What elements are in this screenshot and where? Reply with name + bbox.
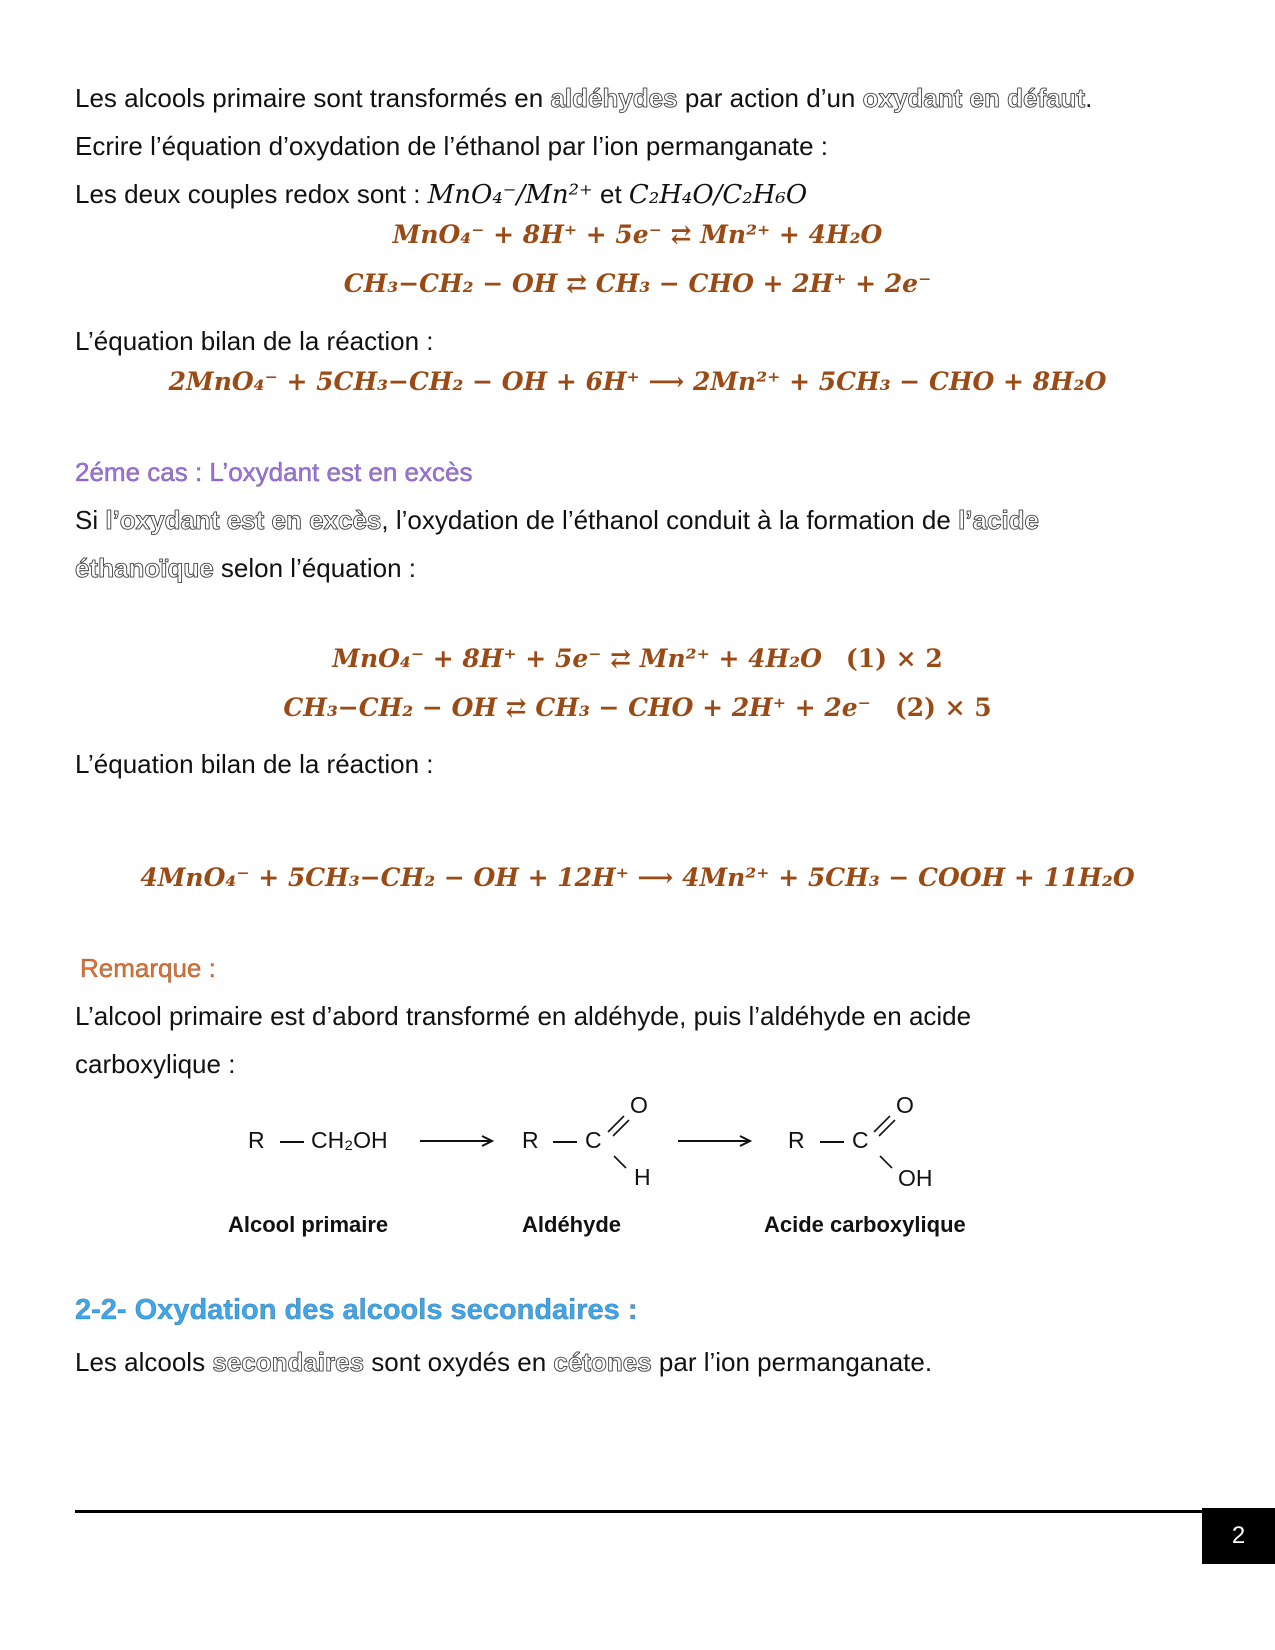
intro-text-a: Les alcools primaire sont transformés en: [75, 83, 551, 113]
case2-text-f: selon l’équation :: [213, 553, 417, 583]
scheme-o3: O: [896, 1092, 914, 1118]
section-heading-2-2: 2-2- Oxydation des alcools secondaires :: [75, 1294, 638, 1326]
final-text-a: Les alcools: [75, 1347, 213, 1377]
footer-rule: [75, 1510, 1205, 1513]
bilan-label-1: L’équation bilan de la réaction :: [75, 326, 434, 356]
remarque-line2: carboxylique :: [75, 1049, 236, 1079]
label-aldehyde: Aldéhyde: [522, 1212, 622, 1237]
scheme-r2: R: [522, 1127, 539, 1153]
bond-r2: [553, 1141, 577, 1143]
keyword-secondaires: secondaires: [212, 1347, 365, 1377]
couple-ethanal: C₂H₄O/C₂H₆O: [628, 180, 808, 210]
intro-line: [75, 82, 1092, 114]
keyword-acide: l’acide: [958, 505, 1040, 535]
bond-r3: [820, 1141, 844, 1143]
final-text-e: par l’ion permanganate.: [651, 1347, 933, 1377]
keyword-cetones: cétones: [553, 1347, 652, 1377]
scheme-r1: R: [248, 1127, 265, 1153]
couple-permanganate: MnO₄⁻/Mn²⁺: [427, 180, 593, 210]
bilan-label-2: L’équation bilan de la réaction :: [75, 749, 434, 779]
case2-line2: [75, 552, 416, 584]
couples-and: et: [592, 179, 629, 209]
keyword-oxydant-defaut: oxydant en défaut: [862, 83, 1086, 113]
intro-text-e: .: [1085, 83, 1093, 113]
arrow-2-icon: [676, 1132, 756, 1150]
final-text-c: sont oxydés en: [364, 1347, 554, 1377]
scheme-h2: H: [634, 1164, 651, 1190]
scheme-oh3: OH: [898, 1165, 933, 1191]
final-line: [75, 1346, 932, 1378]
half-equation-3-body: MnO₄⁻ + 8H⁺ + 5e⁻ ⇄ Mn²⁺ + 4H₂O: [332, 644, 822, 673]
bonds-aldehyde-icon: [600, 1108, 640, 1178]
keyword-ethanoique: éthanoïque: [75, 553, 214, 583]
intro-text-c: par action d’un: [677, 83, 863, 113]
instruction-line: Ecrire l’équation d’oxydation de l’éthanol par l’ion permanganate :: [75, 131, 829, 161]
half-equation-4: [0, 692, 1275, 724]
scheme-ch2oh: CH₂OH: [311, 1127, 388, 1153]
case2-text-c: , l’oxydation de l’éthanol conduit à la formation de: [381, 505, 959, 535]
half-equation-2: CH₃−CH₂ − OH ⇄ CH₃ − CHO + 2H⁺ + 2e⁻: [343, 269, 932, 298]
scheme-r3: R: [788, 1127, 805, 1153]
bonds-acid-icon: [866, 1108, 906, 1178]
half-equation-4-body: CH₃−CH₂ − OH ⇄ CH₃ − CHO + 2H⁺ + 2e⁻: [283, 693, 871, 722]
page-number: 2: [1202, 1508, 1275, 1564]
case2-text-a: Si: [75, 505, 106, 535]
keyword-oxydant-exces: l’oxydant est en excès: [105, 505, 382, 535]
half-equation-4-multiplier: (2) × 5: [894, 693, 992, 722]
case2-line1: [75, 504, 1039, 536]
couples-label: Les deux couples redox sont :: [75, 179, 428, 209]
half-equation-3-multiplier: (1) × 2: [845, 644, 943, 673]
half-equation-3: [0, 643, 1275, 675]
keyword-aldehydes: aldéhydes: [550, 83, 678, 113]
label-acide-carboxylique: Acide carboxylique: [764, 1212, 966, 1237]
remarque-line1: L’alcool primaire est d’abord transformé en aldéhyde, puis l’aldéhyde en acide: [75, 1001, 972, 1031]
half-equation-1: MnO₄⁻ + 8H⁺ + 5e⁻ ⇄ Mn²⁺ + 4H₂O: [392, 220, 883, 249]
scheme-c3: C: [852, 1127, 869, 1153]
bilan-equation-2: 4MnO₄⁻ + 5CH₃−CH₂ − OH + 12H⁺ ⟶ 4Mn²⁺ + 5CH₃ − COOH + 11H₂O: [140, 863, 1135, 892]
case2-heading: 2éme cas : L’oxydant est en excès: [75, 457, 473, 487]
couples-line: [75, 178, 807, 211]
bond-r1: [280, 1141, 304, 1143]
bilan-equation-1: 2MnO₄⁻ + 5CH₃−CH₂ − OH + 6H⁺ ⟶ 2Mn²⁺ + 5CH₃ − CHO + 8H₂O: [168, 367, 1107, 396]
label-alcool-primaire: Alcool primaire: [228, 1212, 389, 1237]
arrow-1-icon: [418, 1132, 498, 1150]
scheme-o2: O: [630, 1092, 648, 1118]
scheme-c2: C: [585, 1127, 602, 1153]
remarque-heading: Remarque :: [80, 953, 216, 983]
